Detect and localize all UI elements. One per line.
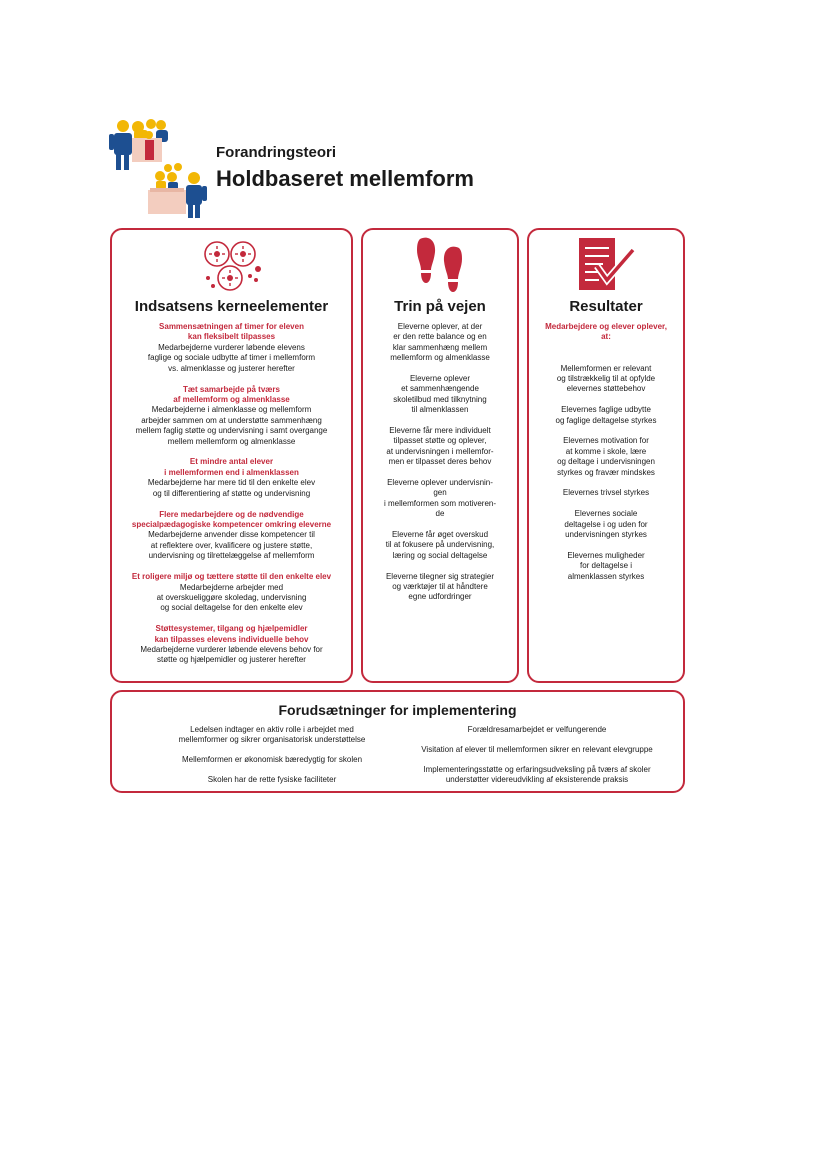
item-text: Medarbejderne anvender disse kompetencer til at reflektere over, kvalificere og justere støtte, undervisning og tilrettelæggelse af mellemform (148, 530, 315, 561)
forudsaetninger-left (142, 725, 402, 795)
list-item: Skolen har de rette fysiske faciliteter (207, 775, 337, 784)
list-item: Elevernes motivation for at komme i skole, lære og deltage i undervisningen styrkes og fravær mindskes (557, 436, 655, 477)
forudsaetninger-panel (110, 690, 685, 793)
list-item: Eleverne får mere individuelt tilpasset støtte og oplever, at undervisningen i mellemfor- men er tilpasset deres behov (386, 426, 494, 467)
list-item: Elevernes trivsel styrkes (562, 488, 650, 498)
checklist-icon (573, 236, 639, 294)
people-illustration-icon (108, 116, 212, 220)
list-item: Ledelsen indtager en aktiv rolle i arbejdet med mellemformer og sikrer organisatorisk understøttelse (178, 725, 366, 744)
kerneelementer-list (118, 322, 345, 676)
resultater-panel (527, 228, 685, 683)
list-item: Forældresamarbejdet er velfungerende (467, 725, 607, 734)
item-text: Medarbejderne arbejder med at overskueliggøre skoledag, undervisning og social deltagelse for den enkelte elev (156, 582, 307, 613)
footprints-icon (414, 236, 466, 294)
list-item: Eleverne får øget overskud til at fokusere på undervisning, læring og social deltagelse (385, 530, 495, 560)
item-text: Medarbejderne vurderer løbende elevens faglige og sociale udbytte af timer i mellemform vs. almenklasse og justerer herefter (147, 342, 316, 373)
page-kicker: Forandringsteori (216, 144, 337, 161)
list-item: Eleverne tilegner sig strategier og værktøjer til at håndtere egne udfordringer (385, 571, 495, 602)
list-item: Mellemformen er relevant og tilstrækkelig til at opfylde elevernes støttebehov (556, 363, 656, 394)
item-title: Tæt samarbejde på tværs af mellemform og almenklasse (173, 384, 290, 404)
forudsaetninger-right (394, 725, 680, 795)
item-title: Sammensætningen af timer for eleven kan fleksibelt tilpasses (159, 322, 304, 342)
list-item (118, 322, 345, 374)
virus-cells-icon (200, 238, 264, 296)
trin-panel (361, 228, 519, 683)
list-item: Eleverne oplever, at der er den rette balance og en klar sammenhæng mellem mellemform og almenklasse (390, 322, 490, 363)
resultater-list (535, 322, 677, 592)
list-item: Visitation af elever til mellemformen sikrer en relevant elevgruppe (421, 745, 653, 754)
kerneelementer-heading: Indsatsens kerneelementer (134, 298, 329, 315)
trin-list (369, 322, 511, 613)
item-title: Et mindre antal elever i mellemformen end i almenklassen (164, 457, 299, 477)
list-item: Elevernes sociale deltagelse i og uden for undervisningen styrkes (564, 509, 648, 540)
list-item: Elevernes muligheder for deltagelse i almenklassen styrkes (567, 550, 645, 581)
item-title: Støttesystemer, tilgang og hjælpemidler kan tilpasses elevens individuelle behov (154, 624, 309, 644)
list-item (118, 572, 345, 614)
list-item (118, 510, 345, 562)
list-item: Eleverne oplever et sammenhængende skoletilbud med tilknytning til almenklassen (393, 374, 487, 415)
resultater-heading: Resultater (569, 298, 643, 315)
trin-heading: Trin på vejen (394, 298, 486, 315)
resultater-intro: Medarbejdere og elever oplever, at: (545, 322, 667, 342)
list-item (118, 457, 345, 499)
list-item (118, 624, 345, 666)
list-item: Implementeringsstøtte og erfaringsudveksling på tværs af skoler understøtter videreudvikling af eksisterende praksis (423, 765, 651, 784)
list-item: Mellemformen er økonomisk bæredygtig for skolen (181, 755, 363, 764)
item-text: Medarbejderne har mere tid til den enkelte elev og til differentiering af støtte og undervisning (147, 478, 316, 498)
list-item (118, 385, 345, 447)
forudsaetninger-heading: Forudsætninger for implementering (278, 702, 517, 718)
item-title: Et roligere miljø og tættere støtte til den enkelte elev (131, 572, 332, 582)
list-item: Elevernes faglige udbytte og faglige deltagelse styrkes (555, 405, 657, 425)
item-text: Medarbejderne i almenklasse og mellemform arbejder sammen om at understøtte sammenhæng mellem faglig støtte og undervisning i samt overgange mellem mellemform og almenklasse (135, 405, 328, 446)
kerneelementer-panel (110, 228, 353, 683)
list-item: Eleverne oplever undervisnin- gen i mellemformen som motiveren- de (383, 478, 497, 519)
item-text: Medarbejderne vurderer løbende elevens behov for støtte og hjælpemidler og justerer herefter (140, 645, 323, 665)
page-header (216, 144, 474, 193)
item-title: Flere medarbejdere og de nødvendige specialpædagogiske kompetencer omkring eleverne (131, 509, 332, 529)
page-title: Holdbaseret mellemform (216, 166, 474, 191)
